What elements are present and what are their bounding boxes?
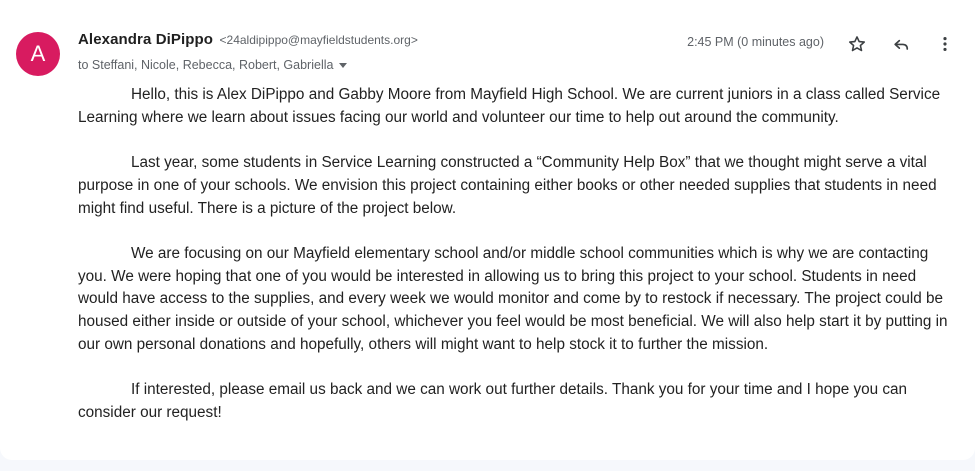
recipients-text: to Steffani, Nicole, Rebecca, Robert, Gabriella bbox=[78, 58, 334, 72]
timestamp: 2:45 PM (0 minutes ago) bbox=[687, 35, 824, 49]
caret-down-icon[interactable] bbox=[339, 63, 347, 68]
sender-email: <24aldipippo@mayfieldstudents.org> bbox=[219, 33, 418, 47]
avatar[interactable] bbox=[16, 32, 60, 76]
more-vert-icon bbox=[935, 34, 955, 54]
avatar-letter: A bbox=[30, 41, 46, 66]
body-paragraph: We are focusing on our Mayfield elementary school and/or middle school communities which is why we are contacting you. We were hoping that one of you would be interested in allowing us to bring this project to your school. Students in need would have access to the supplies, and every week we would monitor and come by to restock if necessary. The project could be housed either inside or outside of your school, whichever you feel would be most beneficial. We will also help start it by putting in our own personal donations and hopefully, others will might want to help stock it to further the mission. bbox=[78, 244, 948, 353]
reply-icon bbox=[891, 34, 911, 54]
star-button[interactable] bbox=[843, 30, 871, 58]
sender-header bbox=[78, 31, 418, 53]
star-icon bbox=[847, 34, 867, 54]
recipients-line[interactable] bbox=[78, 56, 347, 74]
sender-name[interactable]: Alexandra DiPippo bbox=[78, 31, 214, 48]
reply-button[interactable] bbox=[887, 30, 915, 58]
email-body bbox=[78, 84, 958, 425]
body-paragraph: Last year, some students in Service Learning constructed a “Community Help Box” that we thought might serve a vital purpose in one of your schools. We envision this project containing either books or other needed supplies that students in need might find useful. There is a picture of the project below. bbox=[78, 154, 937, 217]
more-options-button[interactable] bbox=[931, 30, 959, 58]
body-paragraph: Hello, this is Alex DiPippo and Gabby Moore from Mayfield High School. We are current juniors in a class called Service Learning where we learn about issues facing our world and volunteer our time to help out around the community. bbox=[78, 86, 941, 126]
body-paragraph: If interested, please email us back and we can work out further details. Thank you for your time and I hope you can consider our request! bbox=[78, 381, 908, 421]
